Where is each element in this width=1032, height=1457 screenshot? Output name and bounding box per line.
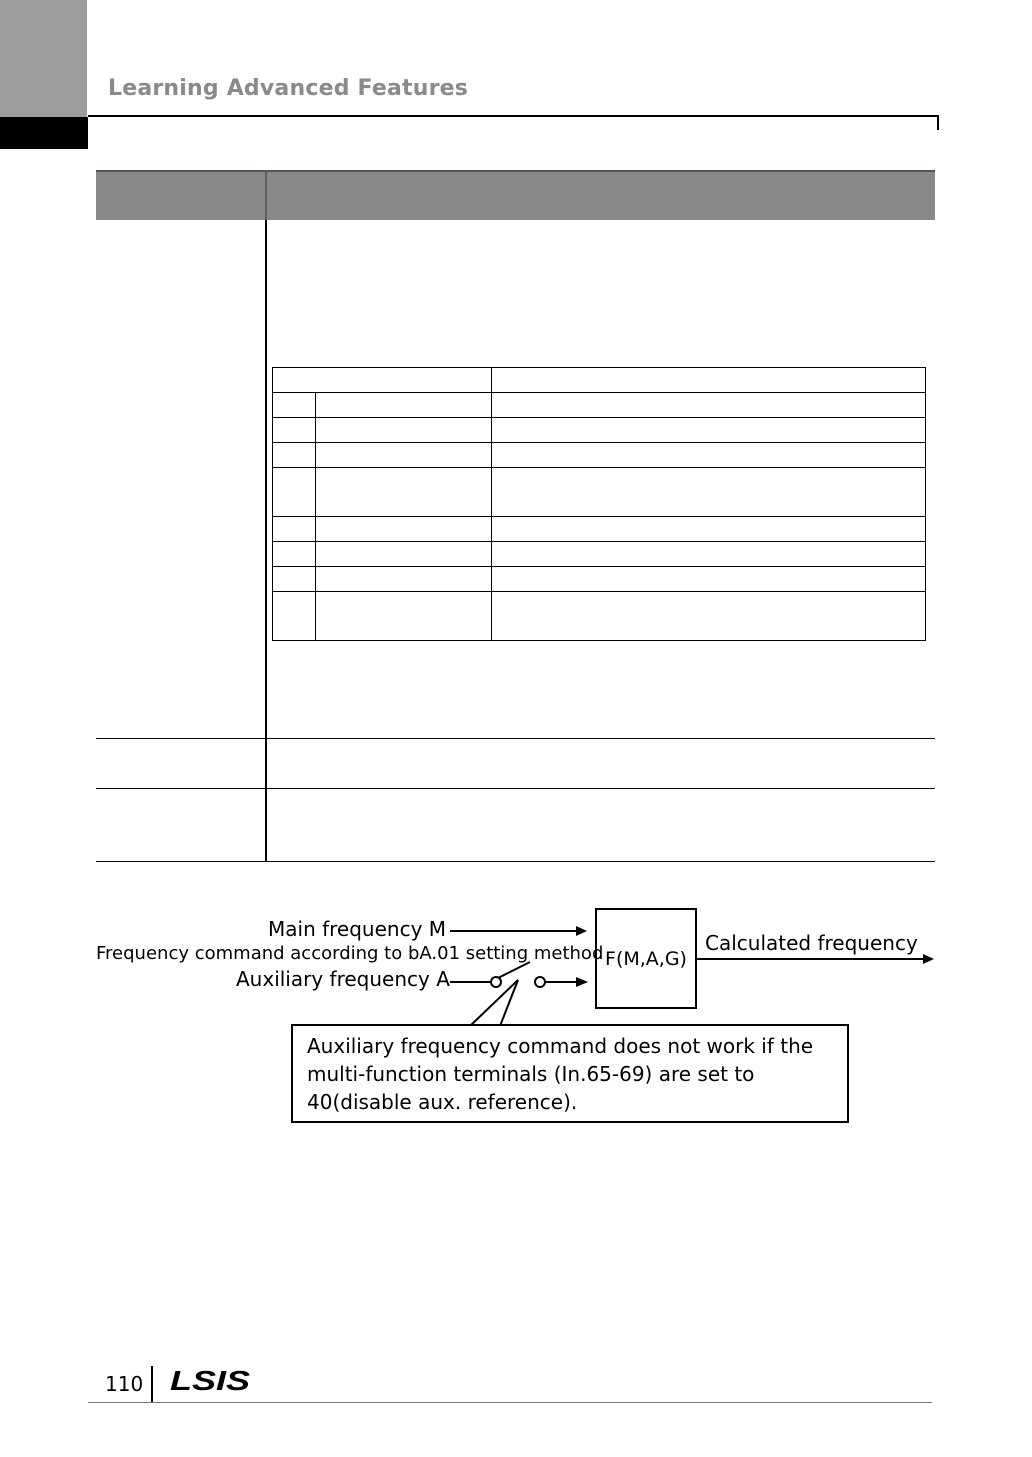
brand-logo — [170, 1366, 252, 1396]
frequency-command-label: Frequency command according to bA.01 setting method — [96, 943, 604, 964]
function-block: F(M,A,G) — [595, 908, 697, 1009]
table-header-divider — [265, 170, 267, 220]
inner-table-row-line — [273, 566, 925, 567]
note-line: multi-function terminals (In.65-69) are set to — [307, 1062, 755, 1086]
auxiliary-frequency-label: Auxiliary frequency A — [236, 967, 450, 991]
table-row-divider — [96, 738, 935, 739]
table-bottom-rule — [96, 861, 935, 862]
page-number: 110 — [105, 1372, 144, 1396]
table-header-bar — [96, 170, 935, 220]
header-rule — [88, 115, 939, 117]
arrow-head-icon — [923, 954, 934, 964]
footer-separator — [151, 1366, 153, 1402]
note-callout — [291, 1024, 849, 1123]
inner-table-row-line — [273, 467, 925, 468]
arrow-head-icon — [576, 926, 587, 936]
note-line: 40(disable aux. reference). — [307, 1090, 578, 1114]
svg-text:LSIS: LSIS — [170, 1366, 251, 1396]
auxiliary-switch-icon — [448, 960, 596, 1030]
chapter-tab — [0, 0, 87, 117]
inner-table-col-line — [491, 368, 492, 640]
output-arrow — [697, 958, 923, 960]
header-rule-end — [937, 115, 939, 130]
table-header-top-rule — [96, 170, 935, 172]
inner-table-row-line — [273, 591, 925, 592]
table-row-divider — [96, 788, 935, 789]
main-frequency-label: Main frequency M — [268, 917, 447, 941]
calculated-frequency-label: Calculated frequency — [705, 931, 918, 955]
note-line: Auxiliary frequency command does not work if the — [307, 1034, 814, 1058]
inner-table-row-line — [273, 442, 925, 443]
chapter-marker — [0, 117, 88, 149]
section-title: Learning Advanced Features — [108, 76, 469, 101]
inner-table-row-line — [273, 541, 925, 542]
inner-table — [272, 367, 926, 641]
inner-table-row-line — [273, 516, 925, 517]
main-frequency-arrow — [450, 930, 576, 932]
inner-table-row-line — [273, 392, 925, 393]
footer-rule — [88, 1402, 932, 1403]
inner-table-col-line — [315, 392, 316, 640]
table-column-divider — [265, 220, 267, 862]
inner-table-row-line — [273, 417, 925, 418]
